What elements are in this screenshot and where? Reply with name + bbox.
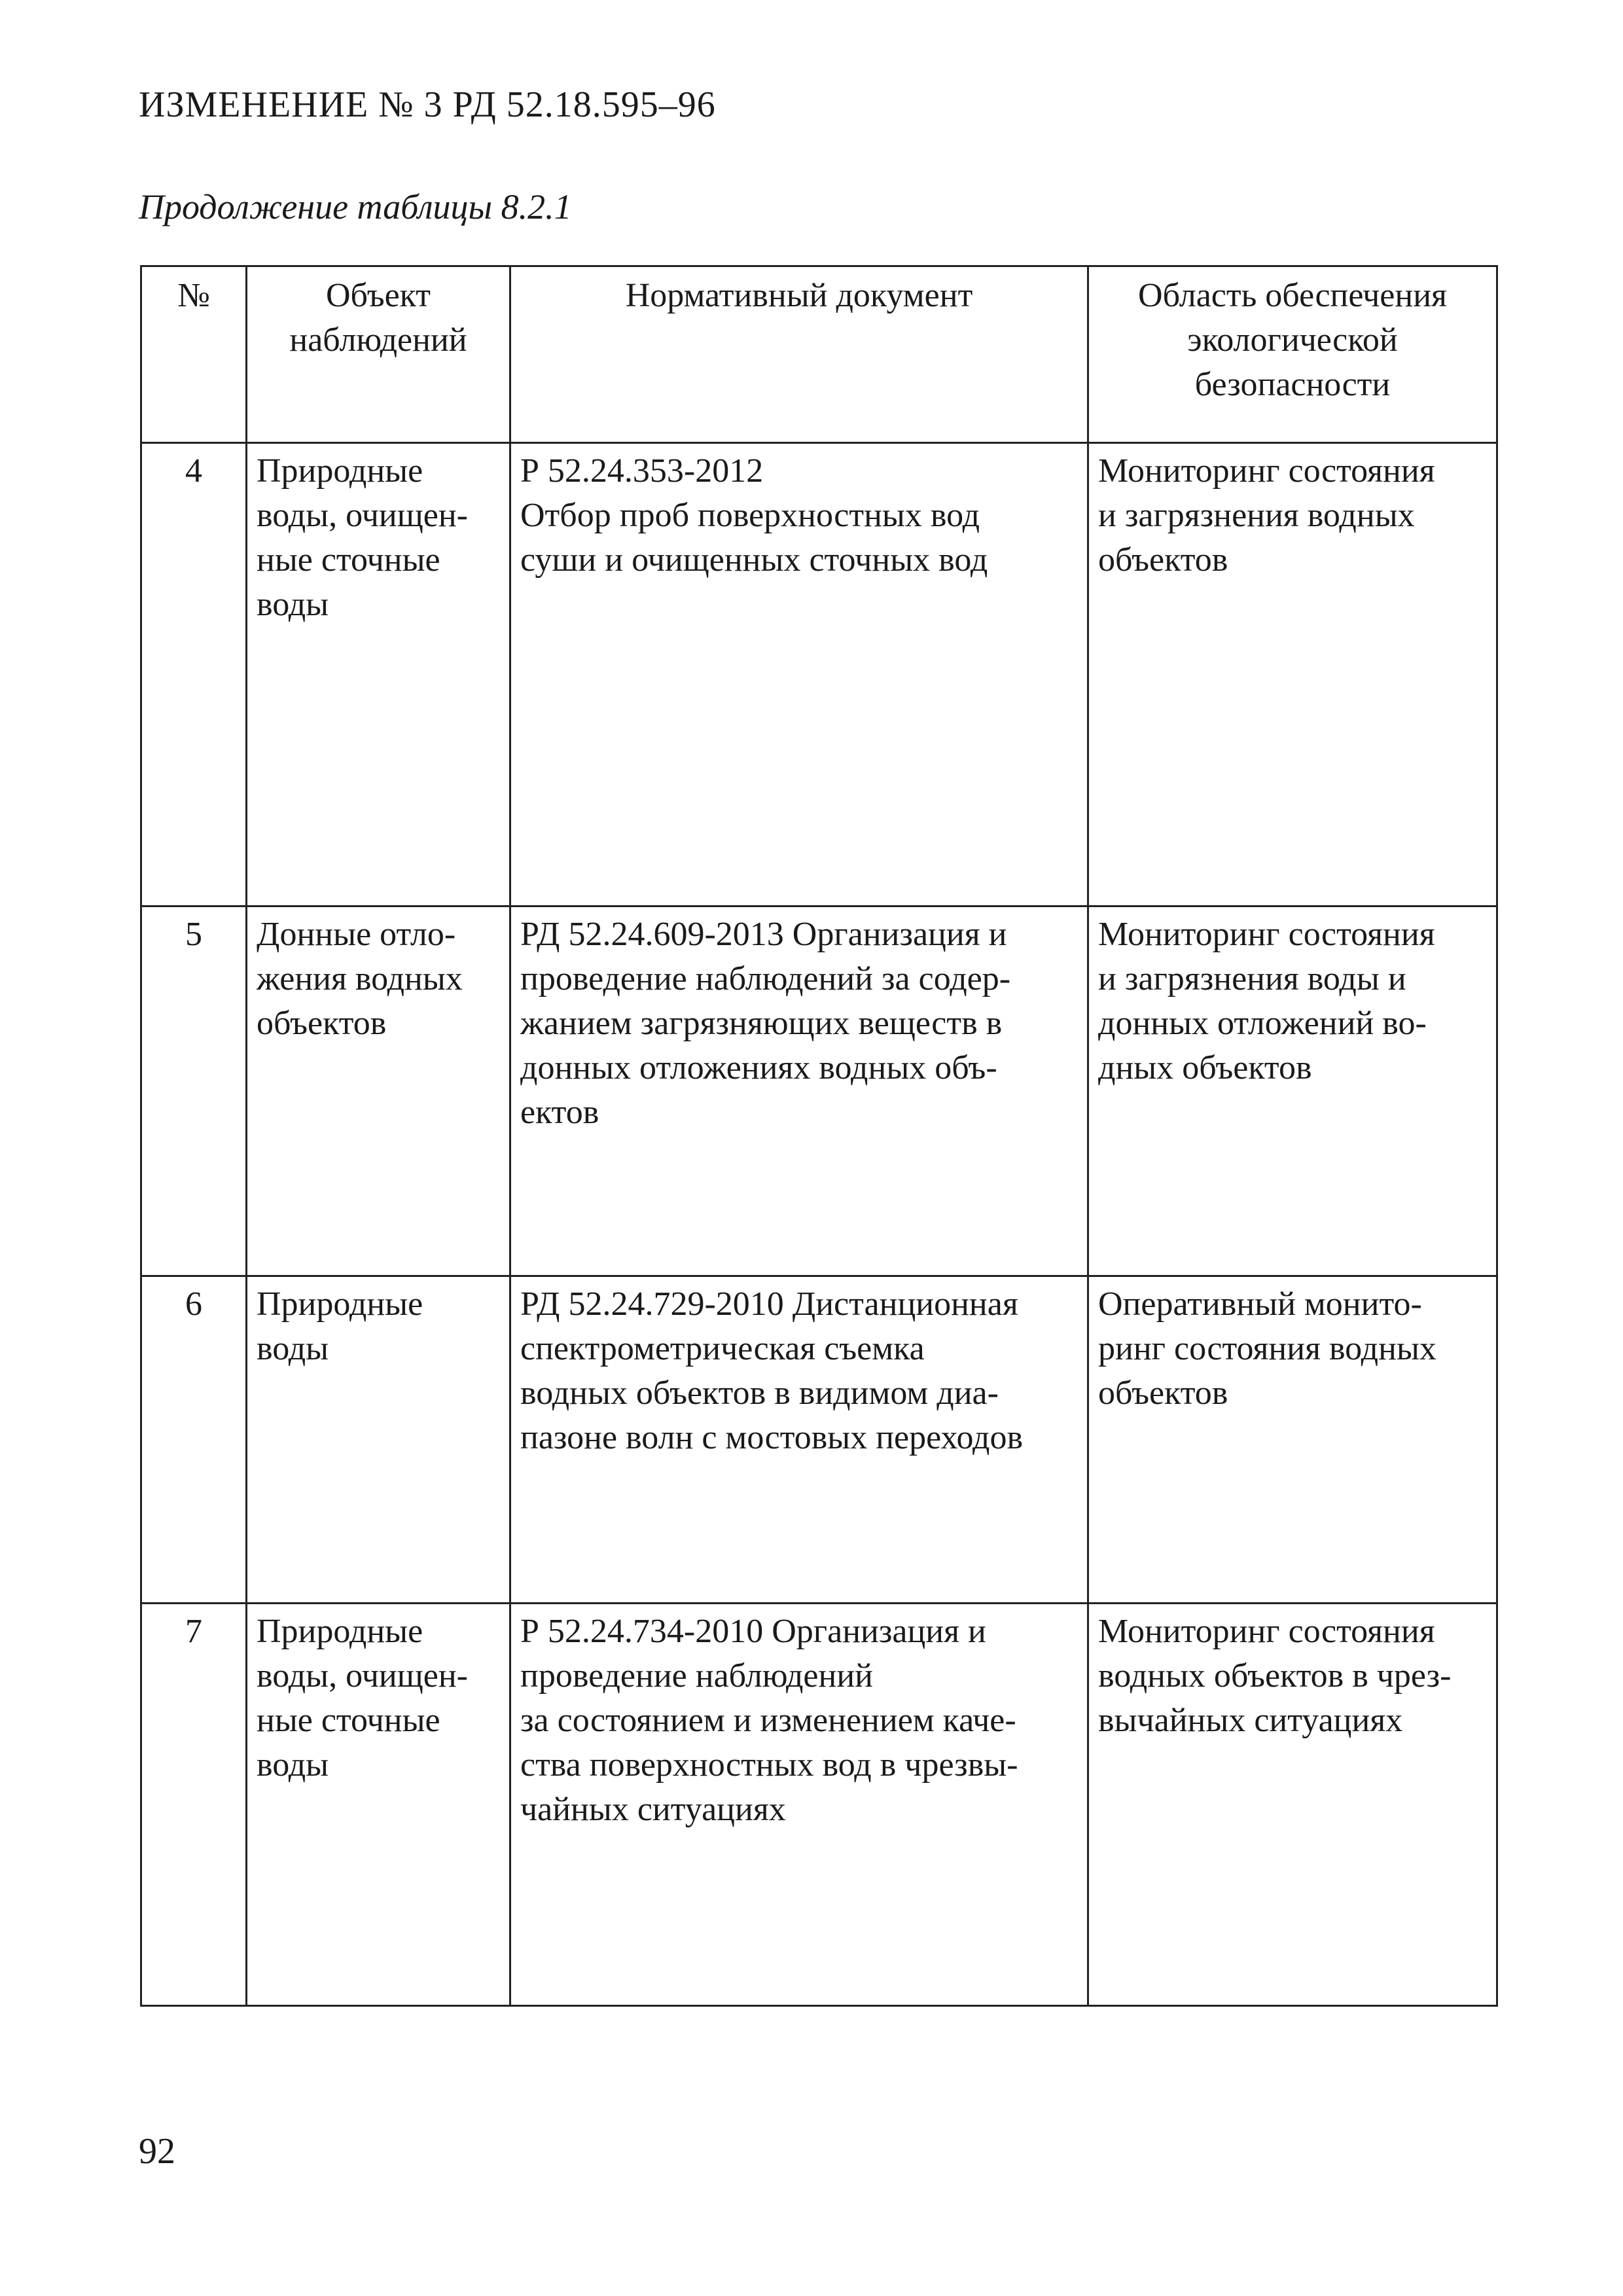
row-number: 4 (141, 443, 247, 906)
table-row (141, 443, 1497, 906)
row-number: 5 (141, 906, 247, 1276)
table-continuation-caption: Продолжение таблицы 8.2.1 (139, 187, 572, 226)
row-number: 6 (141, 1276, 247, 1604)
table-row (141, 1276, 1497, 1604)
column-header-number: № (141, 266, 247, 443)
standards-table (140, 265, 1498, 2007)
row-object: Природные воды, очищен- ные сточные воды (247, 1604, 510, 2006)
row-area: Мониторинг состояния и загрязнения водных объектов (1088, 443, 1497, 906)
column-header-area: Область обеспечения экологической безопасности (1088, 266, 1497, 443)
row-document: Р 52.24.353-2012 Отбор проб поверхностных вод суши и очищенных сточных вод (510, 443, 1088, 906)
column-header-object: Объект наблюдений (247, 266, 510, 443)
row-area: Мониторинг состояния водных объектов в чрез- вычайных ситуациях (1088, 1604, 1497, 2006)
row-area: Мониторинг состояния и загрязнения воды и донных отложений во- дных объектов (1088, 906, 1497, 1276)
row-number: 7 (141, 1604, 247, 2006)
document-header: ИЗМЕНЕНИЕ № 3 РД 52.18.595–96 (139, 84, 716, 125)
row-document: РД 52.24.609-2013 Организация и проведение наблюдений за содер- жанием загрязняющих веществ в донных отложениях водных объ- ектов (510, 906, 1088, 1276)
table-row (141, 906, 1497, 1276)
row-area: Оперативный монито- ринг состояния водных объектов (1088, 1276, 1497, 1604)
table-header-row (141, 266, 1497, 443)
table-row (141, 1604, 1497, 2006)
column-header-document: Нормативный документ (510, 266, 1088, 443)
page-number: 92 (139, 2131, 175, 2172)
row-document: Р 52.24.734-2010 Организация и проведение наблюдений за состоянием и изменением каче- ства поверхностных вод в чрезвы- чайных ситуациях (510, 1604, 1088, 2006)
row-object: Природные воды, очищен- ные сточные воды (247, 443, 510, 906)
row-object: Природные воды (247, 1276, 510, 1604)
row-object: Донные отло- жения водных объектов (247, 906, 510, 1276)
row-document: РД 52.24.729-2010 Дистанционная спектрометрическая съемка водных объектов в видимом диа- пазоне волн с мостовых переходов (510, 1276, 1088, 1604)
